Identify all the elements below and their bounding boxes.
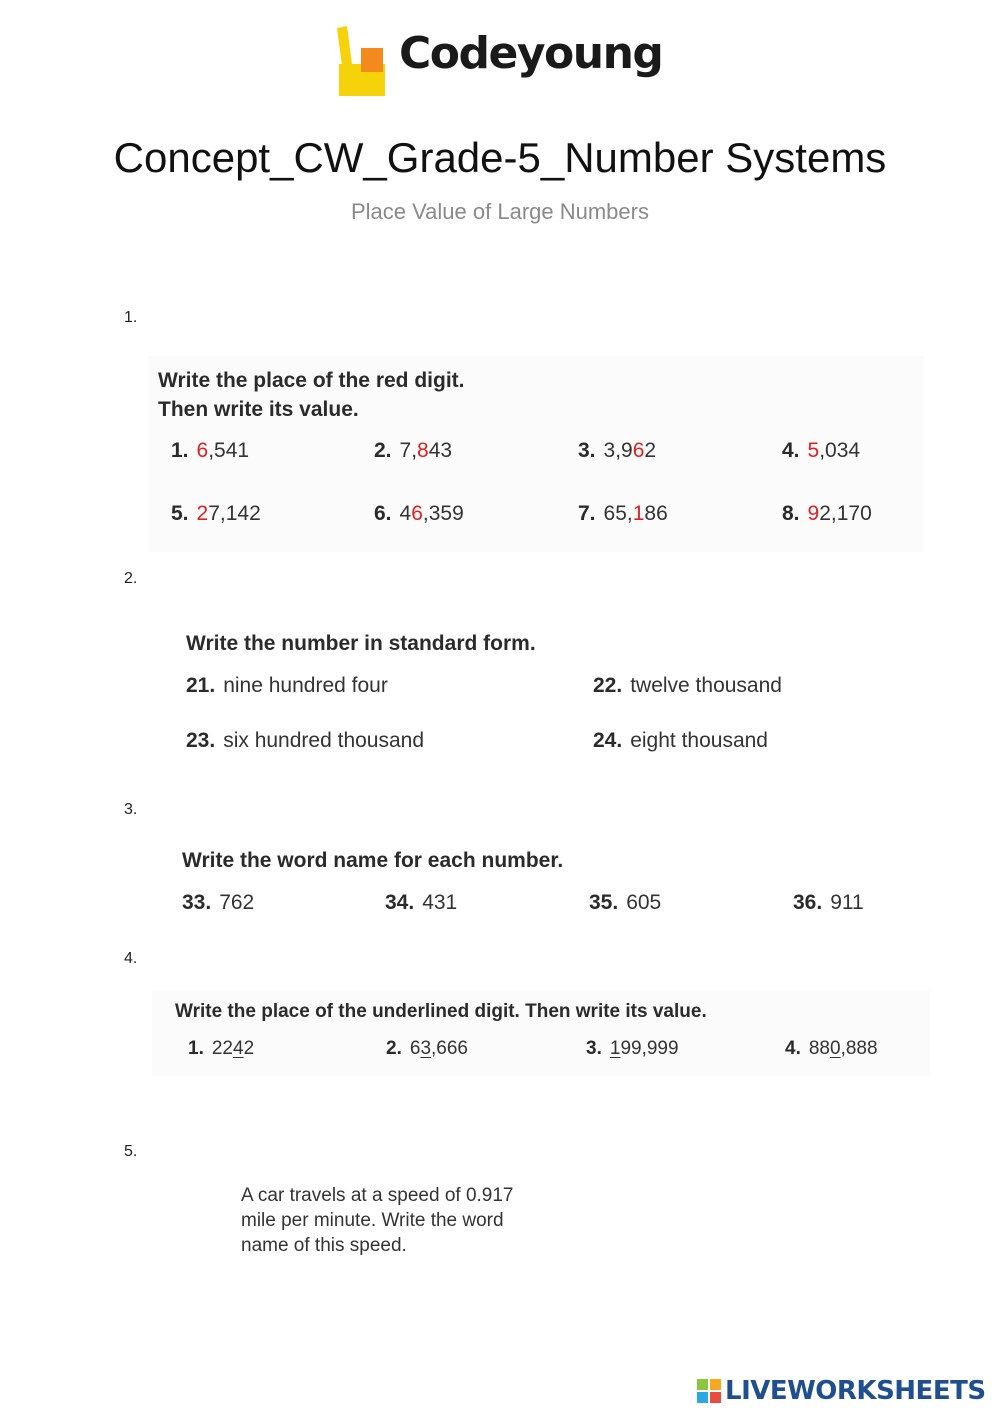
- liveworksheets-text: LIVEWORKSHEETS: [725, 1376, 986, 1406]
- question-number-1: 1.: [124, 309, 138, 326]
- question-number-5: 5.: [124, 1143, 138, 1160]
- question-1-instruction-line1: Write the place of the red digit.: [158, 369, 465, 392]
- question-number-4: 4.: [124, 950, 138, 967]
- red-digit: 6: [411, 502, 423, 525]
- question-3-instruction: Write the word name for each number.: [182, 849, 564, 872]
- question-1-block: [148, 356, 924, 552]
- red-digit: 6: [632, 439, 645, 462]
- underlined-digit: 3: [420, 1038, 432, 1059]
- question-number-2: 2.: [124, 570, 138, 587]
- question-1-instruction-line2: Then write its value.: [158, 398, 359, 421]
- question-2-block: [176, 620, 896, 770]
- q4-item-3: 3. 199,999: [586, 1038, 679, 1059]
- codeyoung-logo-icon: [333, 26, 387, 98]
- liveworksheets-icon: [697, 1379, 721, 1403]
- question-number-3: 3.: [124, 801, 138, 818]
- q1-item-6: 6. 46,359: [374, 502, 464, 525]
- question-2-instruction: Write the number in standard form.: [186, 632, 536, 655]
- q2-item-23: 23. six hundred thousand: [186, 729, 425, 752]
- underlined-digit: 4: [233, 1038, 244, 1059]
- q3-item-36: 36. 911: [793, 891, 864, 914]
- q3-item-34: 34. 431: [385, 891, 458, 914]
- red-digit: 5: [807, 439, 820, 462]
- red-digit: 1: [632, 502, 645, 525]
- logo-text: Codeyoung: [399, 28, 663, 79]
- q4-item-2: 2. 63,666: [386, 1038, 468, 1059]
- question-4-instruction: Write the place of the underlined digit. Then write its value.: [175, 1001, 707, 1022]
- q3-item-35: 35. 605: [589, 891, 662, 914]
- q1-item-4: 4. 5,034: [782, 439, 861, 462]
- q1-item-5: 5. 27,142: [171, 502, 261, 525]
- q1-item-3: 3. 3,962: [578, 439, 657, 462]
- q1-item-2: 2. 7,843: [374, 439, 453, 462]
- question-4-block: [152, 990, 930, 1076]
- page-subtitle: Place Value of Large Numbers: [351, 199, 649, 224]
- red-digit: 8: [417, 439, 429, 462]
- underlined-digit: 0: [830, 1038, 841, 1059]
- codeyoung-logo: [333, 26, 673, 106]
- q4-item-4: 4. 880,888: [785, 1038, 878, 1059]
- q1-item-8: 8. 92,170: [782, 502, 872, 525]
- red-digit: 6: [196, 439, 209, 462]
- question-3-block: [172, 838, 912, 928]
- q3-item-33: 33. 762: [182, 891, 255, 914]
- question-5-line-1: A car travels at a speed of 0.917: [241, 1185, 514, 1206]
- q4-item-1: 1. 2242: [188, 1038, 255, 1059]
- question-5-line-2: mile per minute. Write the word: [241, 1210, 504, 1231]
- underlined-digit: 1: [609, 1038, 621, 1059]
- q2-item-24: 24. eight thousand: [593, 729, 768, 752]
- q2-item-22: 22. twelve thousand: [593, 674, 782, 697]
- red-digit: 2: [196, 502, 209, 525]
- red-digit: 9: [807, 502, 820, 525]
- page-title: Concept_CW_Grade-5_Number Systems: [113, 134, 887, 181]
- question-5-line-3: name of this speed.: [241, 1235, 407, 1256]
- question-5-text: [241, 1183, 561, 1258]
- q1-item-1: 1. 6,541: [171, 439, 250, 462]
- q2-item-21: 21. nine hundred four: [186, 674, 388, 697]
- q1-item-7: 7. 65,186: [578, 502, 668, 525]
